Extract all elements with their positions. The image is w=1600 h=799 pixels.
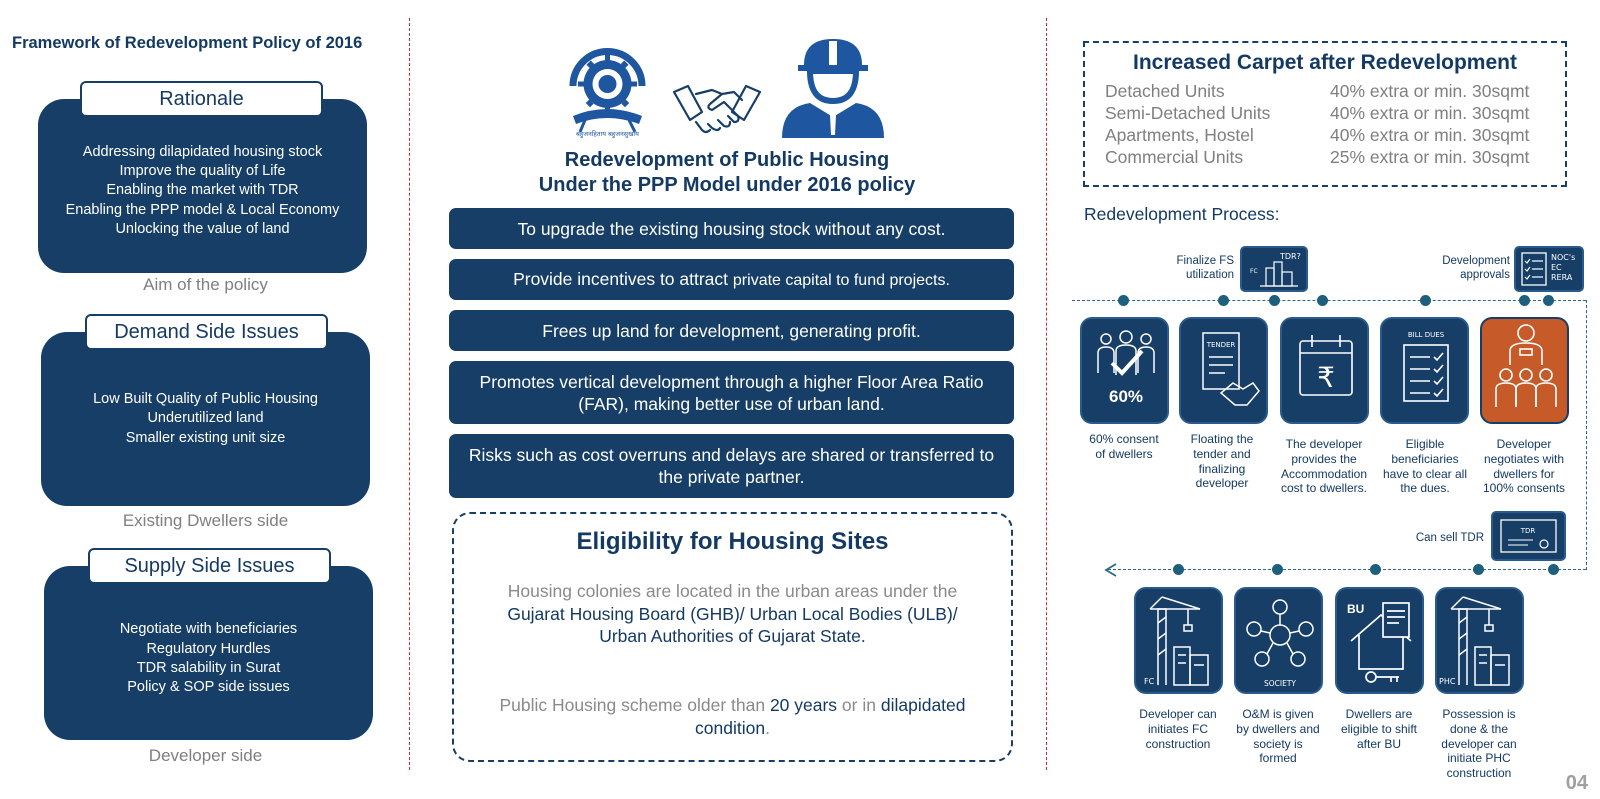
rationale-line: Enabling the market with TDR [106, 182, 299, 199]
carpet-row [1105, 147, 1545, 169]
demand-side-caption: Existing Dwellers side [122, 511, 289, 530]
eligibility-paragraph-2 [494, 694, 971, 739]
accommodation-caption [1274, 437, 1374, 496]
eligibility-paragraph-1 [494, 580, 971, 648]
benefit-text: Promotes vertical development through a higher Floor Area Ratio (FAR), making better use of urban land. [479, 371, 984, 414]
rationale-caption: Aim of the policy [143, 275, 268, 294]
rationale-tab: Rationale [80, 81, 323, 117]
benefit-bar [449, 259, 1014, 300]
phc-label: PHC [1439, 677, 1456, 686]
flow-dot [1519, 295, 1530, 306]
demand-line: Smaller existing unit size [125, 429, 286, 446]
carpet-value: 40% extra or min. 30sqmt [1330, 125, 1530, 145]
bu-caption [1329, 707, 1429, 751]
page-number: 04 [1565, 772, 1588, 794]
caption-line: done & the [1449, 721, 1509, 736]
approvals-label [1420, 254, 1510, 282]
flow-dot [1118, 295, 1129, 306]
caption-line: developer can [1441, 736, 1517, 751]
fc-construction-step-icon [1134, 587, 1223, 694]
ppp-title-line2: Under the PPP Model under 2016 policy [538, 174, 916, 196]
sell-tdr-label: Can sell TDR [1415, 532, 1484, 544]
carpet-unit: Semi-Detached Units [1105, 103, 1271, 123]
arrow-left-icon [1104, 563, 1118, 577]
benefit-bar [449, 361, 1014, 424]
consent-caption [1074, 432, 1174, 462]
flow-dot [1317, 295, 1328, 306]
carpet-table [1083, 41, 1567, 187]
caption-line: cost to dwellers. [1280, 481, 1368, 496]
supply-line: Negotiate with beneficiaries [119, 621, 298, 638]
benefit-text-part: Provide incentives to attract [513, 268, 729, 289]
flow-dot [1370, 564, 1381, 575]
benefit-bar [449, 310, 1014, 351]
caption-line: dwellers for [1493, 466, 1555, 481]
rationale-card [38, 99, 367, 273]
eligibility-highlight: Gujarat Housing Board (GHB)/ Urban Local Bodies (ULB)/ Urban Authorities of Gujarat State. [507, 603, 958, 646]
handshake-icon [672, 78, 762, 138]
ec-text: EC [1551, 263, 1562, 272]
eligibility-box [452, 512, 1013, 762]
caption-line: 60% consent [1089, 432, 1159, 446]
flow-dot [1420, 295, 1431, 306]
negotiation-caption [1474, 437, 1574, 496]
flow-dot [1543, 295, 1554, 306]
eligibility-text: or in [837, 695, 881, 715]
benefit-text-part: private capital to fund projects. [732, 271, 950, 289]
phc-caption [1429, 707, 1529, 781]
dues-caption [1375, 437, 1475, 496]
eligibility-text: . [765, 717, 770, 738]
tender-caption [1172, 432, 1272, 491]
caption-line: Possession is [1442, 707, 1516, 721]
supply-side-caption: Developer side [148, 746, 263, 765]
flow-dot [1173, 564, 1184, 575]
finalize-label-line: utilization [1186, 269, 1234, 281]
eligibility-highlight: 20 years [769, 695, 838, 715]
finalize-label [1150, 254, 1234, 282]
caption-line: Floating the [1190, 432, 1254, 446]
municipal-emblem-logo [565, 36, 650, 139]
rupee-calendar-step-icon [1280, 317, 1369, 424]
fc-label: FC [1144, 677, 1155, 686]
caption-line: provides the [1291, 451, 1357, 466]
process-flow-line-right [1586, 300, 1587, 570]
caption-line: negotiates with [1483, 451, 1565, 466]
supply-line: TDR salability in Surat [136, 660, 281, 676]
process-flow-line-top [1072, 300, 1586, 301]
carpet-row [1105, 81, 1545, 103]
framework-title: Framework of Redevelopment Policy of 2016 [12, 34, 363, 52]
fc-caption [1128, 707, 1228, 751]
eligibility-highlight: dilapidated condition [695, 695, 966, 738]
flow-dot [1548, 564, 1559, 575]
caption-line: construction [1145, 736, 1211, 751]
tdr-text: TDR [1520, 527, 1536, 535]
benefit-bar [449, 434, 1014, 498]
caption-line: initiate PHC [1447, 751, 1511, 766]
demand-side-tab: Demand Side Issues [85, 314, 328, 350]
society-caption [1228, 707, 1328, 766]
carpet-title: Increased Carpet after Redevelopment [1133, 51, 1517, 74]
benefit-text [503, 268, 960, 292]
caption-line: O&M is given [1242, 707, 1314, 721]
caption-line: beneficiaries [1391, 451, 1459, 466]
eligibility-text: Public Housing scheme older than [499, 695, 770, 715]
eligibility-text: Housing colonies are located in the urban areas under the [507, 581, 958, 601]
demand-line: Underutilized land [147, 410, 264, 427]
demand-line: Low Built Quality of Public Housing [93, 391, 318, 408]
fc-text: FC [1250, 268, 1258, 275]
caption-line: of dwellers [1095, 446, 1153, 461]
rationale-line: Enabling the PPP model & Local Economy [65, 201, 340, 218]
caption-line: 100% consents [1482, 481, 1566, 496]
tender-step-icon [1179, 317, 1268, 424]
rationale-line: Unlocking the value of land [115, 220, 290, 237]
tdr-question-text: TDR? [1280, 252, 1301, 261]
carpet-value: 40% extra or min. 30sqmt [1330, 103, 1530, 123]
tdr-fc-icon [1240, 246, 1308, 292]
column-divider-left [409, 18, 410, 770]
carpet-value: 25% extra or min. 30sqmt [1330, 147, 1530, 167]
negotiation-step-icon [1480, 317, 1569, 424]
consent-percent: 60% [1108, 387, 1144, 406]
process-label: Redevelopment Process: [1084, 204, 1280, 224]
caption-line: finalizing [1198, 461, 1246, 476]
caption-line: developer [1195, 476, 1249, 491]
caption-line: initiates FC [1147, 721, 1209, 736]
rationale-line: Addressing dilapidated housing stock [82, 143, 323, 160]
caption-line: The developer [1285, 437, 1363, 451]
approvals-label-line: Development [1442, 255, 1510, 267]
demand-side-card [41, 332, 370, 506]
caption-line: formed [1259, 751, 1297, 766]
caption-line: the dues. [1400, 481, 1450, 496]
ppp-title-line1: Redevelopment of Public Housing [564, 149, 890, 171]
caption-line: Dwellers are [1345, 707, 1413, 721]
noc-text: NOC's [1551, 253, 1576, 262]
rupee-symbol: ₹ [1317, 361, 1335, 394]
caption-line: society is [1253, 736, 1303, 751]
eligibility-title: Eligibility for Housing Sites [576, 528, 889, 555]
flow-dot [1272, 564, 1283, 575]
benefit-text: To upgrade the existing housing stock without any cost. [517, 218, 946, 239]
tdr-certificate-icon [1491, 511, 1566, 561]
column-divider-right [1046, 18, 1047, 770]
caption-line: after BU [1356, 736, 1401, 751]
benefit-bar [449, 208, 1014, 249]
flow-dot [1218, 295, 1229, 306]
finalize-label-line: Finalize FS [1176, 255, 1234, 267]
society-text: SOCIETY [1263, 679, 1297, 688]
bill-dues-step-icon [1380, 317, 1469, 424]
caption-line: Eligible [1405, 437, 1445, 451]
rera-text: RERA [1551, 273, 1573, 282]
caption-line: have to clear all [1382, 466, 1468, 481]
carpet-value: 40% extra or min. 30sqmt [1330, 81, 1530, 101]
supply-side-card [44, 566, 373, 740]
tender-text: TENDER [1206, 341, 1236, 349]
caption-line: tender and [1193, 446, 1251, 461]
bill-dues-text: BILL DUES [1407, 331, 1445, 339]
bu-house-key-step-icon [1335, 587, 1424, 694]
supply-side-tab: Supply Side Issues [88, 548, 331, 584]
phc-construction-step-icon [1435, 587, 1524, 694]
approvals-label-line: approvals [1460, 269, 1510, 281]
noc-checklist-icon [1514, 246, 1584, 292]
carpet-unit: Apartments, Hostel [1105, 125, 1254, 145]
supply-line: Regulatory Hurdles [146, 640, 271, 657]
benefit-text: Frees up land for development, generating profit. [542, 320, 921, 341]
supply-line: Policy & SOP side issues [127, 679, 290, 696]
rationale-line: Improve the quality of Life [119, 163, 286, 180]
flow-dot [1269, 295, 1280, 306]
carpet-unit: Detached Units [1105, 81, 1225, 101]
caption-line: construction [1446, 766, 1512, 781]
caption-line: Accommodation [1280, 466, 1368, 481]
construction-worker-icon [780, 37, 886, 138]
emblem-motto: बहुजनहिताय बहुजनसुखाय [576, 130, 639, 138]
carpet-unit: Commercial Units [1105, 147, 1244, 167]
flow-dot [1473, 564, 1484, 575]
carpet-row [1105, 103, 1545, 125]
caption-line: by dwellers and [1236, 721, 1320, 736]
society-step-icon [1234, 587, 1323, 694]
consent-step-icon [1080, 317, 1169, 424]
ppp-title [440, 148, 1014, 198]
bu-text: BU [1347, 602, 1365, 616]
caption-line: eligible to shift [1340, 721, 1418, 736]
caption-line: Developer can [1139, 707, 1217, 721]
benefit-text: Risks such as cost overruns and delays are shared or transferred to the private partner. [468, 445, 995, 487]
caption-line: Developer [1496, 437, 1552, 451]
carpet-row [1105, 125, 1545, 147]
